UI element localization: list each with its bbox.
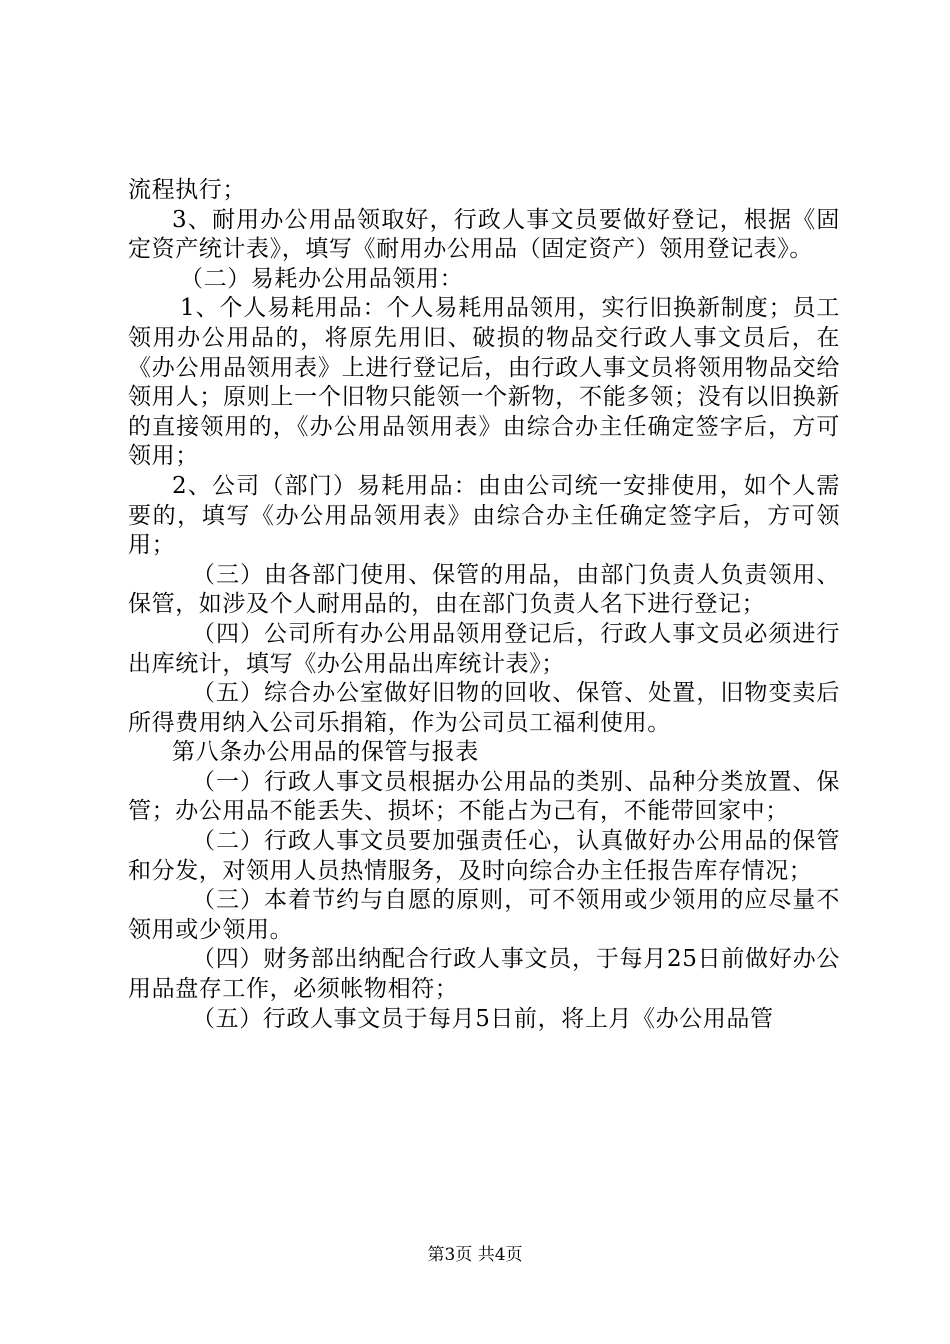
paragraph: （五）综合办公室做好旧物的回收、保管、处置，旧物变卖后所得费用纳入公司乐捐箱，作为公司员工福利使用。 xyxy=(128,680,840,736)
paragraph: （二）易耗办公用品领用： xyxy=(180,265,464,292)
paragraph: （三）本着节约与自愿的原则，可不领用或少领用的应尽量不领用或少领用。 xyxy=(128,887,840,943)
page-footer: 第3页 共4页 xyxy=(427,1245,523,1265)
section-heading: 第八条办公用品的保管与报表 xyxy=(172,739,479,766)
paragraph: 1、个人易耗用品：个人易耗用品领用，实行旧换新制度；员工领用办公用品的，将原先用旧、破损的物品交行政人事文员后，在《办公用品领用表》上进行登记后，由行政人事文员将领用物品交给领用人；原则上一个旧物只能领一个新物，不能多领；没有以旧换新的直接领用的，《办公用品领用表》由综合办主任确定签字后，方可领用； xyxy=(128,295,840,470)
paragraph: （三）由各部门使用、保管的用品，由部门负责人负责领用、保管，如涉及个人耐用品的，由在部门负责人名下进行登记； xyxy=(128,561,840,618)
body-text xyxy=(128,176,840,1034)
paragraph: 流程执行； xyxy=(128,177,246,203)
paragraph: 2、公司（部门）易耗用品：由由公司统一安排使用，如个人需要的，填写《办公用品领用表》由综合办主任确定签字后，方可领用； xyxy=(128,472,840,559)
paragraph: （二）行政人事文员要加强责任心，认真做好办公用品的保管和分发，对领用人员热情服务，及时向综合办主任报告库存情况； xyxy=(128,828,840,884)
paragraph: （四）财务部出纳配合行政人事文员，于每月25日前做好办公用品盘存工作，必须帐物相符； xyxy=(128,946,840,1003)
paragraph: （五）行政人事文员于每月5日前，将上月《办公用品管 xyxy=(192,1005,774,1032)
paragraph: 3、耐用办公用品领取好，行政人事文员要做好登记，根据《固定资产统计表》，填写《耐用办公用品（固定资产）领用登记表》。 xyxy=(128,206,840,263)
paragraph: （一）行政人事文员根据办公用品的类别、品种分类放置、保管；办公用品不能丢失、损坏；不能占为己有，不能带回家中； xyxy=(128,768,840,825)
paragraph: （四）公司所有办公用品领用登记后，行政人事文员必须进行出库统计，填写《办公用品出库统计表》； xyxy=(128,620,840,677)
